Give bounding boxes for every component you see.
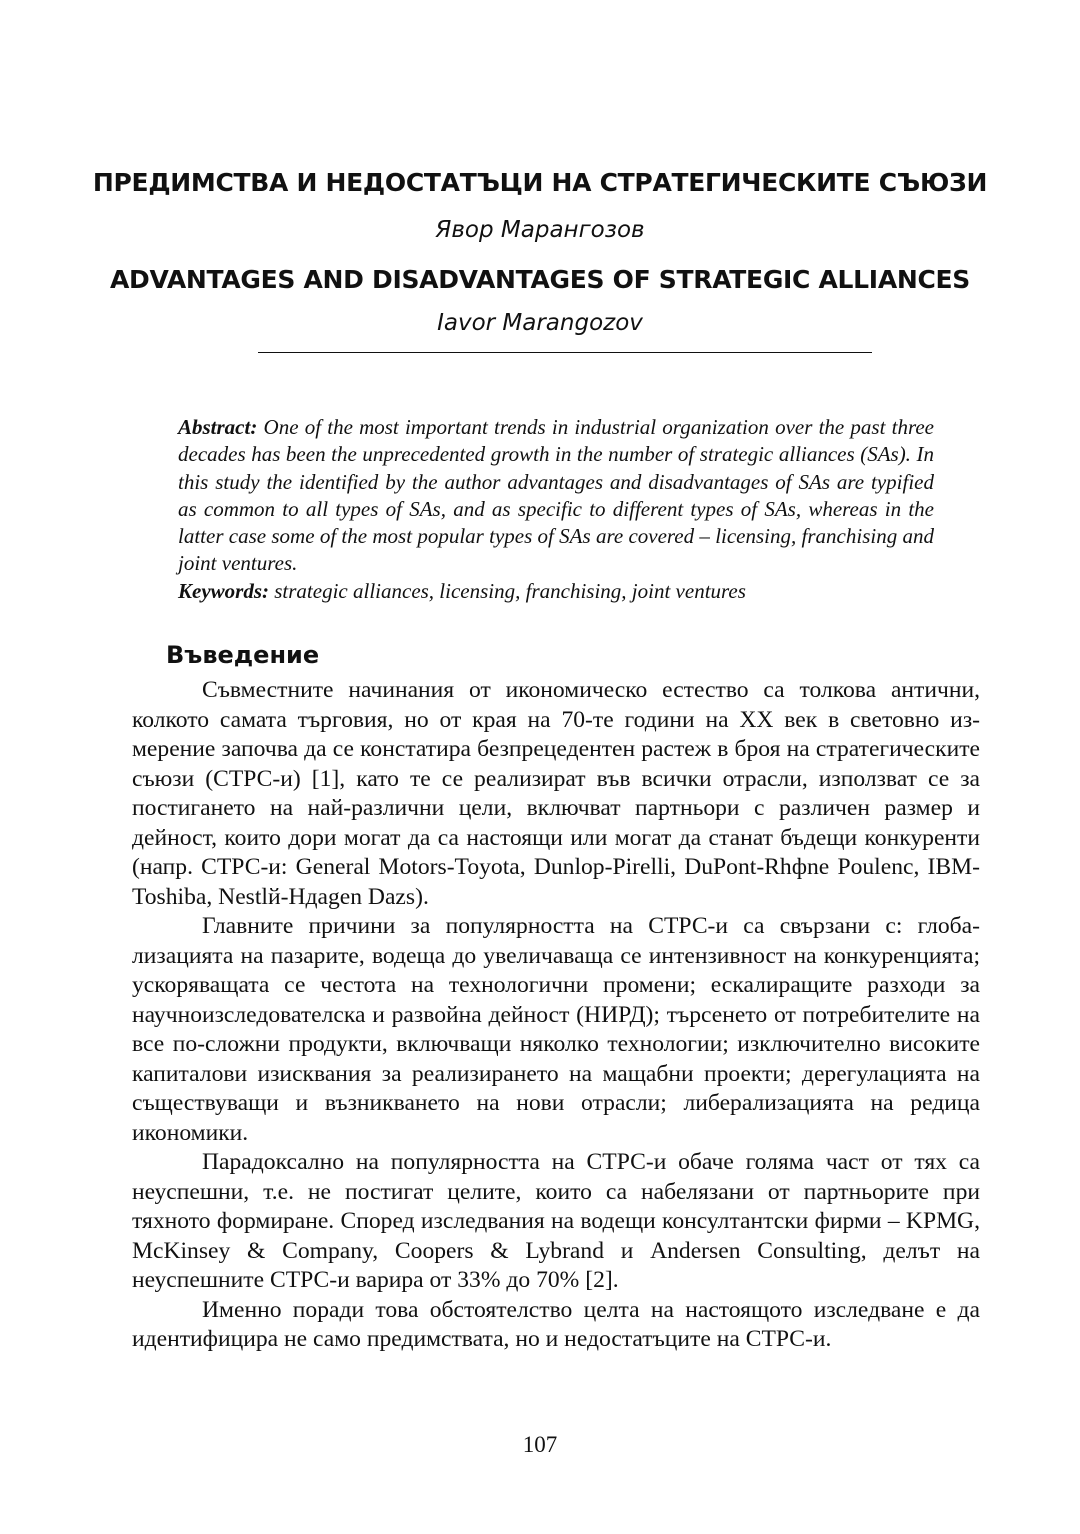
keywords-label: Keywords: xyxy=(178,578,269,603)
author-bulgarian: Явор Марангозов xyxy=(435,217,645,243)
paragraph: Съвместните начинания от икономическо естество са толкова антични, колкото самата търговия, но от края на 70-те години на ХХ век в световно измерение започва да се констатира безпрецедентен растеж в броя на стратегическите съюзи (СТРС-и) [1], като те се реализират във всички отрасли, използват се за постигането на най-различни цели, включват партньори с различен размер и дейност, които дори могат да са настоящи или могат да станат бъдещи конкуренти (напр. СТРС-и: General Motors-Toyota, Dunlop-Pirelli, DuPont-Rhфne Poulenc, IBM-Toshiba, Nestlй-Hдagen Dazs). xyxy=(132,677,980,910)
title-english: ADVANTAGES AND DISADVANTAGES OF STRATEGIC ALLIANCES xyxy=(109,265,971,294)
title-divider xyxy=(258,352,872,353)
author-english: Iavor Marangozov xyxy=(437,310,643,336)
keywords-line xyxy=(178,578,934,605)
keywords-text: strategic alliances, licensing, franchising, joint ventures xyxy=(269,578,746,603)
paragraph: Именно поради това обстоятелство целта на настоящото изследване е да идентифицира не само предимствата, но и недостатъците на СТРС-и. xyxy=(132,1296,980,1352)
abstract-block xyxy=(178,414,934,605)
paragraph: Парадоксално на популярността на СТРС-и обаче голяма част от тях са неуспешни, т.е. не постигат целите, които са набелязани от партньорите при тяхното формиране. Според изследвания на водещи консултантски фирми – KPMG, McKinsey & Company, Coopers & Lybrand и Andersen Consulting, делът на неуспешните СТРС-и варира от 33% до 70% [2]. xyxy=(132,1149,980,1293)
page-number: 107 xyxy=(522,1432,558,1457)
abstract-label: Abstract: xyxy=(178,415,258,439)
title-bulgarian: ПРЕДИМСТВА И НЕДОСТАТЪЦИ НА СТРАТЕГИЧЕСКИТЕ СЪЮЗИ xyxy=(92,168,988,197)
paragraph: Главните причини за популярността на СТРС-и са свързани с: глобализацията на пазарите, водеща до увеличаваща се интензивност на конкуренцията; ускоряващата се честота на технологични промени; ескалиращите разходи за научноизследователска и развойна дейност (НИРД); търсенето от потребителите на все по-сложни продукти, включващи няколко технологии; изключително високите капиталови изисквания за реализирането на мащабни проекти; дерегулацията на съществуващи и възникването на нови отрасли; либерализацията на редица икономики. xyxy=(132,913,980,1146)
body-text xyxy=(132,676,980,1355)
section-heading: Въведение xyxy=(166,641,320,669)
abstract-text: One of the most important trends in industrial organization over the past three decades has been the unprecedented growth in the number of strategic alliances (SAs). In this study the identified by the author advantages and disadvantages of SAs are typified as common to all types of SAs, and as specific to different types of SAs, whereas in the latter case some of the most popular types of SAs are covered – licensing, franchising and joint ventures. xyxy=(178,415,934,576)
